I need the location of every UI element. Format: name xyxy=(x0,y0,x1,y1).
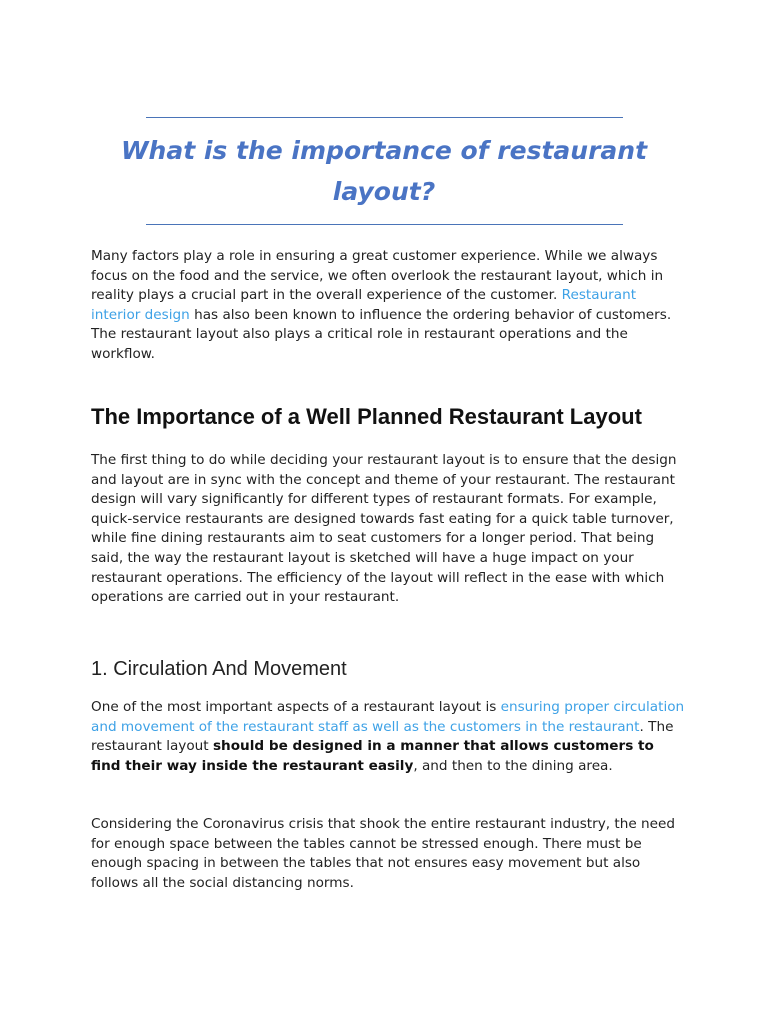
circulation-paragraph-1 xyxy=(91,698,687,776)
title-bottom-rule xyxy=(146,224,623,225)
circulation-text-2: . The restaurant layout xyxy=(91,718,674,755)
circulation-text-3: , and then to the dining area. xyxy=(413,757,613,774)
circulation-movement-link[interactable]: ensuring proper circulation and movement of the restaurant staff as well as the customers in the restaurant xyxy=(91,699,685,735)
circulation-text-1: One of the most important aspects of a restaurant layout is xyxy=(91,699,501,715)
circulation-bold-text: should be designed in a manner that allows customers to find their way inside the restaurant easily xyxy=(91,738,654,774)
circulation-paragraph-2: Considering the Coronavirus crisis that shook the entire restaurant industry, the need for enough space between the tables cannot be stressed enough. There must be enough spacing in between the tables that not ensures easy movement but also follows all the social distancing norms. xyxy=(91,816,675,891)
intro-paragraph xyxy=(91,247,683,365)
title-top-rule xyxy=(146,117,623,118)
section-heading-circulation: 1. Circulation And Movement xyxy=(91,658,347,680)
restaurant-interior-design-link[interactable]: Restaurant interior design xyxy=(91,287,637,323)
page-title: What is the importance of restaurant layout? xyxy=(120,136,648,206)
section-heading-importance: The Importance of a Well Planned Restaurant Layout xyxy=(91,404,642,429)
intro-text-1: Many factors play a role in ensuring a great customer experience. While we always focus on the food and the service, we often overlook the restaurant layout, which in reality plays a crucial part in the overall experience of the customer. xyxy=(91,248,664,304)
intro-text-2: has also been known to influence the ordering behavior of customers. The restaurant layout also plays a critical role in restaurant operations and the workflow. xyxy=(91,306,672,362)
section-importance-paragraph: The first thing to do while deciding your restaurant layout is to ensure that the design and layout are in sync with the concept and theme of your restaurant. The restaurant design will vary significantly for different types of restaurant formats. For example, quick-service restaurants are designed towards fast eating for a quick table turnover, while fine dining restaurants aim to seat customers for a longer period. That being said, the way the restaurant layout is sketched will have a huge impact on your restaurant operations. The efficiency of the layout will reflect in the ease with which operations are carried out in your restaurant. xyxy=(91,452,677,606)
